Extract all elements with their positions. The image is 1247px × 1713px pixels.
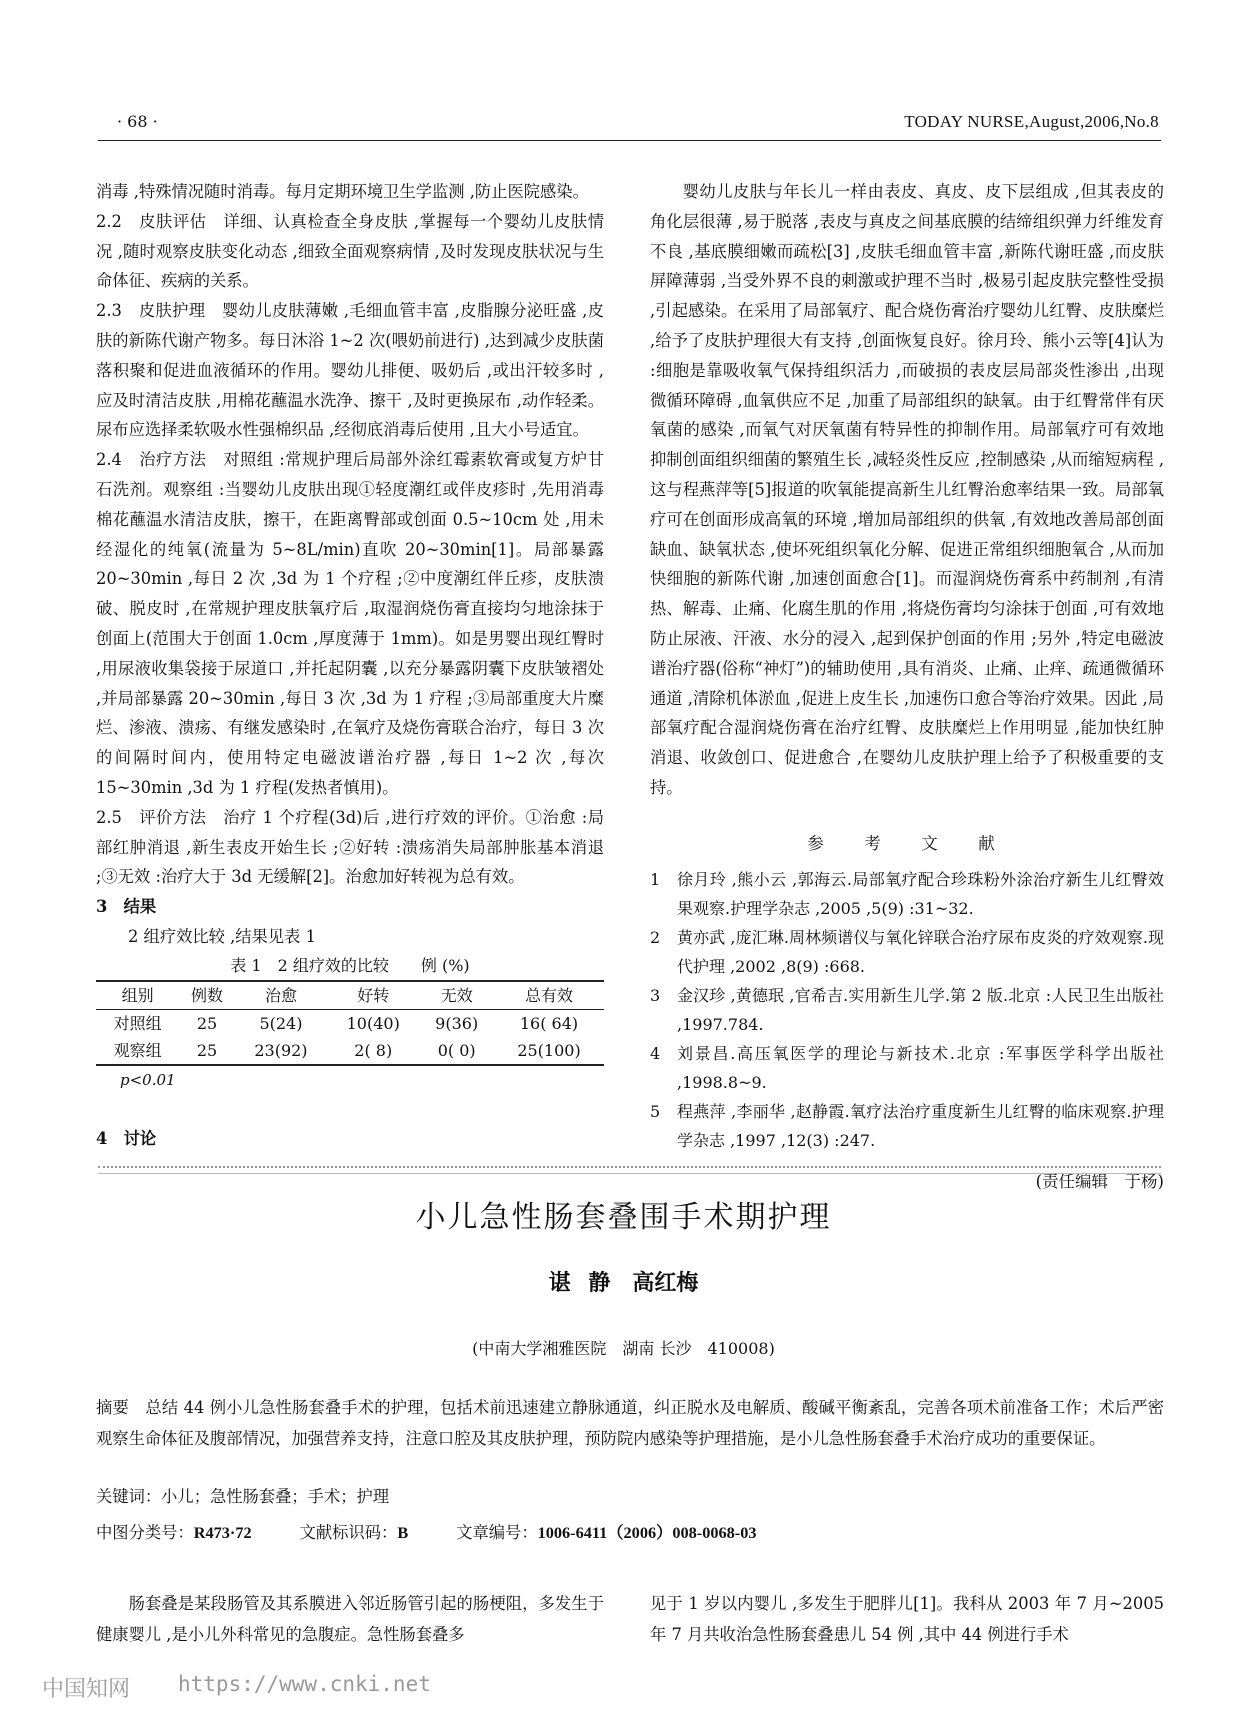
journal-header: TODAY NURSE,August,2006,No.8	[904, 112, 1159, 131]
cnki-watermark-url: https://www.cnki.net	[178, 1672, 431, 1696]
article-title: 小儿急性肠套叠围手术期护理	[415, 1200, 832, 1235]
table-cell: 9(36)	[435, 1013, 479, 1033]
document-code	[300, 1519, 409, 1543]
reference-number: 3	[650, 985, 661, 1005]
reference-item	[650, 1039, 1164, 1097]
results-text: 2 组疗效比较 ,结果见表 1	[128, 926, 316, 946]
article-body-right	[650, 1588, 1164, 1650]
reference-text: 金汉珍 ,黄德珉 ,官希吉.实用新生儿学.第 2 版.北京 :人民卫生出版社 ,1997.784.	[677, 985, 1164, 1034]
reference-number: 1	[650, 869, 661, 889]
decorative-divider	[98, 1166, 1161, 1174]
left-column	[96, 177, 604, 1154]
reference-number: 2	[650, 927, 661, 947]
article-abstract: 摘要 总结 44 例小儿急性肠套叠手术的护理，包括术前迅速建立静脉通道，纠正脱水及电解质、酸碱平衡紊乱，完善各项术前准备工作；术后严密观察生命体征及腹部情况，加强营养支持，注意口腔及其皮肤护理，预防院内感染等护理措施，是小儿急性肠套叠手术治疗成功的重要保证。	[96, 1398, 1164, 1448]
table-cell: 25	[196, 1013, 218, 1033]
classification-line	[96, 1519, 1164, 1543]
reference-number: 4	[650, 1043, 661, 1063]
table-cell: 25(100)	[494, 1037, 604, 1065]
table-cell: 对照组	[113, 1013, 162, 1033]
reference-text: 黄亦武 ,庞汇琳.周林频谱仪与氧化锌联合治疗尿布皮炎的疗效观察.现代护理 ,2002 ,8(9) :668.	[677, 927, 1164, 976]
reference-text: 徐月玲 ,熊小云 ,郭海云.局部氧疗配合珍珠粉外涂治疗新生儿红臀效果观察.护理学杂志 ,2005 ,5(9) :31~32.	[677, 869, 1164, 918]
reference-text: 程燕萍 ,李丽华 ,赵静霞.氧疗法治疗重度新生儿红臀的临床观察.护理学杂志 ,1997 ,12(3) :247.	[677, 1101, 1164, 1150]
section-skin-assessment: 2.2 皮肤评估 详细、认真检查全身皮肤 ,掌握每一个婴幼儿皮肤情况 ,随时观察皮肤变化动态 ,细致全面观察病情 ,及时发现皮肤状况与生命体征、疾病的关系。	[96, 211, 604, 291]
table-cell: 5(24)	[259, 1013, 303, 1033]
reference-list	[650, 865, 1164, 1155]
article-keywords: 关键词：小儿；急性肠套叠；手术；护理	[96, 1487, 390, 1506]
document-code-label: 文献标识码：	[299, 1523, 398, 1542]
section-treatment: 2.4 治疗方法 对照组 :常规护理后局部外涂红霉素软膏或复方炉甘石洗剂。观察组 :当婴幼儿皮肤出现①轻度潮红或伴皮疹时 ,先用消毒棉花蘸温水清洁皮肤，擦干，在距离臀部或创面 0.5~10cm 处 ,用未经湿化的纯氧(流量为 5~8L/min)直吹 20~30min[1]。局部暴露 20~30min ,每日 2 次 ,3d 为 1 个疗程 ;②中度潮红伴丘疹，皮肤溃破、脱皮时 ,在常规护理皮肤氧疗后 ,取湿润烧伤膏直接均匀地涂抹于创面上(范围大于创面 1.0cm ,厚度薄于 1mm)。如是男婴出现红臀时 ,用尿液收集袋接于尿道口 ,并托起阴囊 ,以充分暴露阴囊下皮肤皱褶处 ,并局部暴露 20~30min ,每日 3 次 ,3d 为 1 疗程 ;③局部重度大片糜烂、渗液、溃疡、有继发感染时 ,在氧疗及烧伤膏联合治疗，每日 3 次的间隔时间内，使用特定电磁波谱治疗器 ,每日 1~2 次 ,每次 15~30min ,3d 为 1 疗程(发热者慎用)。	[96, 450, 604, 797]
responsible-editor: (责任编辑 于杨)	[1035, 1171, 1164, 1191]
table-cell: 观察组	[96, 1037, 179, 1065]
table-row	[96, 1037, 604, 1065]
table-header-cell: 总有效	[494, 981, 604, 1010]
table-title: 表 1 2 组疗效的比较 例 (%)	[230, 955, 470, 975]
table-cell: 2( 8)	[327, 1037, 419, 1065]
reference-item	[650, 981, 1164, 1039]
table-header-cell: 组别	[96, 981, 179, 1010]
document-code-value: B	[397, 1523, 409, 1542]
article-number	[456, 1519, 756, 1543]
table-cell: 10(40)	[346, 1013, 400, 1033]
table-header-cell: 好转	[327, 981, 419, 1010]
article-body-left	[96, 1588, 604, 1650]
table-note: p<0.01	[120, 1070, 176, 1089]
article-authors: 谌 静 高红梅	[548, 1271, 699, 1296]
section-evaluation: 2.5 评价方法 治疗 1 个疗程(3d)后 ,进行疗效的评价。①治愈 :局部红肿消退 ,新生表皮开始生长 ;②好转 :溃疡消失局部肿胀基本消退 ;③无效 :治疗大于 3d 无缓解[2]。治愈加好转视为总有效。	[96, 807, 604, 887]
paragraph: 消毒 ,特殊情况随时消毒。每月定期环境卫生学监测 ,防止医院感染。	[96, 182, 589, 201]
table-cell: 16( 64)	[519, 1013, 579, 1033]
discussion-heading: 4 讨论	[96, 1128, 157, 1148]
section-skin-care: 2.3 皮肤护理 婴幼儿皮肤薄嫩 ,毛细血管丰富 ,皮脂腺分泌旺盛 ,皮肤的新陈代谢产物多。每日沐浴 1~2 次(喂奶前进行) ,达到减少皮肤菌落积聚和促进血液循环的作用。婴幼儿排便、吸奶后 ,或出汗较多时 ,应及时清洁皮肤 ,用棉花蘸温水洗净、擦干 ,及时更换尿布 ,动作轻柔。尿布应选择柔软吸水性强棉织品 ,经彻底消毒后使用 ,且大小号适宜。	[96, 301, 604, 440]
table-cell: 25	[179, 1037, 235, 1065]
body-paragraph: 肠套叠是某段肠管及其系膜进入邻近肠管引起的肠梗阻，多发生于健康婴儿 ,是小儿外科常见的急腹症。急性肠套叠多	[96, 1594, 604, 1644]
cnki-watermark: 中国知网	[42, 1677, 131, 1702]
article-number-label: 文章编号：	[456, 1523, 538, 1542]
page-number: · 68 ·	[117, 112, 158, 131]
header-rule	[98, 140, 1161, 141]
table-header-cell: 例数	[179, 981, 235, 1010]
reference-item	[650, 865, 1164, 923]
classification-label: 中图分类号：	[96, 1523, 194, 1542]
table-header-cell: 无效	[419, 981, 494, 1010]
results-table	[96, 980, 604, 1066]
classification-value: R473·72	[193, 1523, 252, 1542]
classification-number	[96, 1519, 252, 1543]
right-column	[650, 177, 1164, 1196]
results-heading: 3 结果	[96, 897, 157, 917]
reference-item	[650, 1097, 1164, 1155]
table-cell: 0( 0)	[419, 1037, 494, 1065]
reference-item	[650, 923, 1164, 981]
article-affiliation: (中南大学湘雅医院 湖南 长沙 410008)	[472, 1339, 775, 1358]
table-cell: 23(92)	[235, 1037, 327, 1065]
reference-number: 5	[650, 1101, 661, 1121]
body-paragraph: 见于 1 岁以内婴儿 ,多发生于肥胖儿[1]。我科从 2003 年 7 月~2005 年 7 月共收治急性肠套叠患儿 54 例 ,其中 44 例进行手术	[650, 1594, 1164, 1644]
references-title: 参 考 文 献	[807, 833, 1007, 853]
article-number-value: 1006-6411（2006）008-0068-03	[537, 1523, 757, 1542]
reference-text: 刘景昌.高压氧医学的理论与新技术.北京 :军事医学科学出版社 ,1998.8~9.	[677, 1043, 1164, 1092]
table-header-cell: 治愈	[235, 981, 327, 1010]
table-row	[96, 1009, 604, 1037]
discussion-paragraph: 婴幼儿皮肤与年长儿一样由表皮、真皮、皮下层组成 ,但其表皮的角化层很薄 ,易于脱落 ,表皮与真皮之间基底膜的结缔组织弹力纤维发育不良 ,基底膜细嫩而疏松[3] ,皮肤毛细血管丰富 ,新陈代谢旺盛 ,而皮肤屏障薄弱 ,当受外界不良的刺激或护理不当时 ,极易引起皮肤完整性受损 ,引起感染。在采用了局部氧疗、配合烧伤膏治疗婴幼儿红臀、皮肤糜烂 ,给予了皮肤护理很大有支持 ,创面恢复良好。徐月玲、熊小云等[4]认为 :细胞是靠吸收氧气保持组织活力 ,而破损的表皮层局部炎性渗出 ,出现微循环障碍 ,血氧供应不足 ,加重了局部组织的缺氧。由于红臀常伴有厌氧菌的感染 ,而氧气对厌氧菌有特异性的抑制作用。局部氧疗可有效地抑制创面组织细菌的繁殖生长 ,减轻炎性反应 ,控制感染 ,从而缩短病程 ,这与程燕萍等[5]报道的吹氧能提高新生儿红臀治愈率结果一致。局部氧疗可在创面形成高氧的环境 ,增加局部组织的供氧 ,有效地改善局部创面缺血、缺氧状态 ,使坏死组织氧化分解、促进正常组织细胞氧合 ,从而加快细胞的新陈代谢 ,加速创面愈合[1]。而湿润烧伤膏系中药制剂 ,有清热、解毒、止痛、化腐生肌的作用 ,将烧伤膏均匀涂抹于创面 ,可有效地防止尿液、汗液、水分的浸入 ,起到保护创面的作用 ;另外 ,特定电磁波谱治疗器(俗称“神灯”)的辅助使用 ,具有消炎、止痛、止痒、疏通微循环通道 ,清除机体淤血 ,促进上皮生长 ,加速伤口愈合等治疗效果。因此 ,局部氧疗配合湿润烧伤膏在治疗红臀、皮肤糜烂上作用明显 ,能加快红肿消退、收敛创口、促进愈合 ,在婴幼儿皮肤护理上给予了积极重要的支持。	[650, 182, 1164, 797]
